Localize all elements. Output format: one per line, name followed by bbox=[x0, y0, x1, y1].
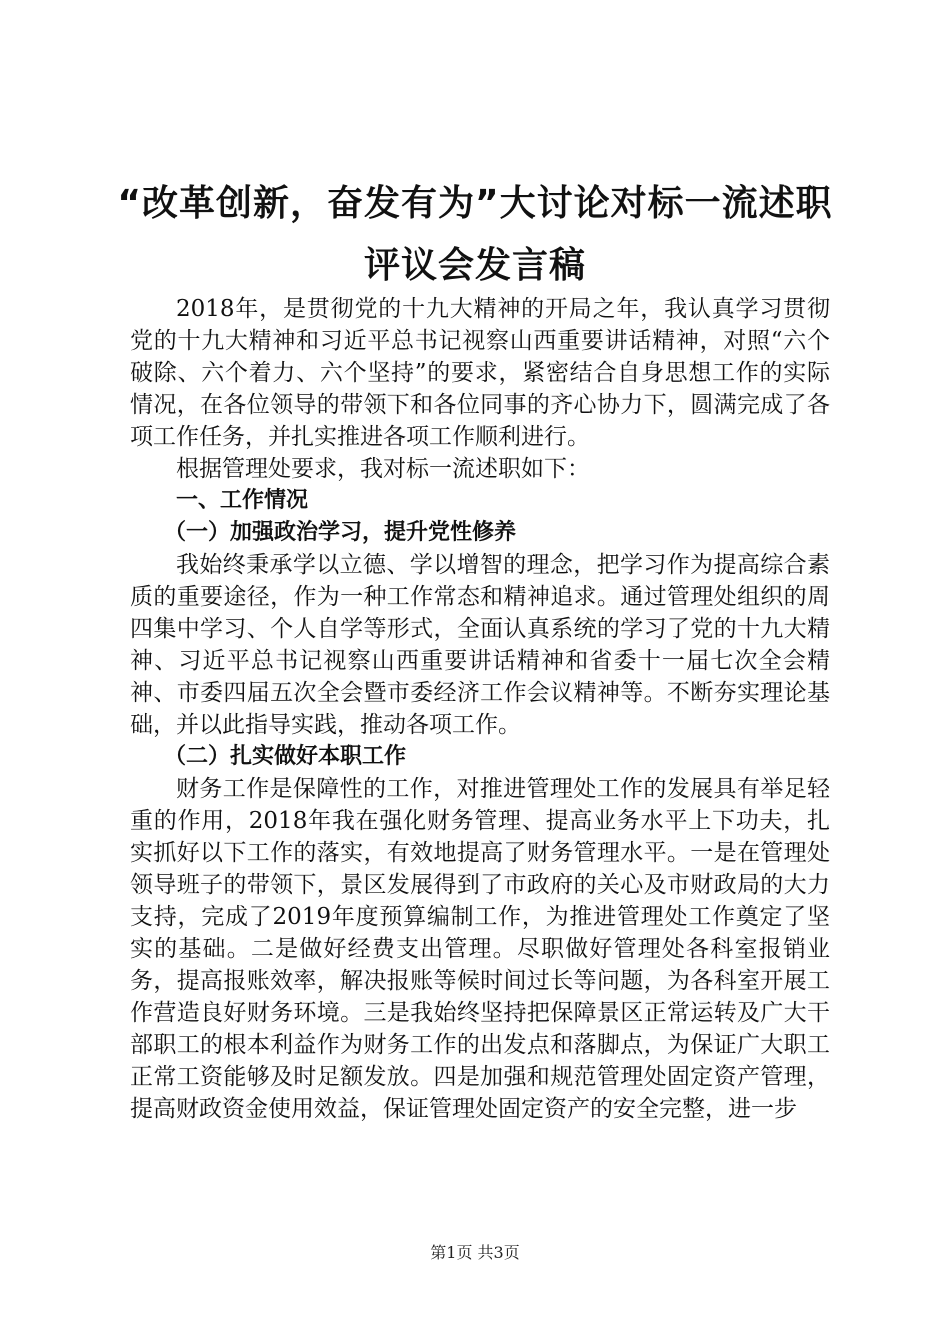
job-duties-paragraph: 财务工作是保障性的工作，对推进管理处工作的发展具有举足轻重的作用，2018年我在强化财务管理、提高业务水平上下功夫，扎实抓好以下工作的落实，有效地提高了财务管理水平。一是在管理处领导班子的带领下，景区发展得到了市政府的关心及市财政局的大力支持，完成了2019年度预算编制工作，为推进管理处工作奠定了坚实的基础。二是做好经费支出管理。尽职做好管理处各科室报销业务，提高报账效率，解决报账等候时间过长等问题，为各科室开展工作营造良好财务环境。三是我始终坚持把保障景区正常运转及广大干部职工的根本利益作为财务工作的出发点和落脚点，为保证广大职工正常工资能够及时足额发放。四是加强和规范管理处固定资产管理，提高财政资金使用效益，保证管理处固定资产的安全完整，进一步 bbox=[130, 776, 830, 1122]
subsection-heading-political-study: （一）加强政治学习，提升党性修养 bbox=[164, 520, 517, 545]
page-footer: 第1页 共3页 bbox=[430, 1243, 520, 1262]
document-title-line-2: 评议会发言稿 bbox=[363, 245, 586, 286]
document-body bbox=[130, 293, 830, 1125]
subsection-heading-job-duties: （二）扎实做好本职工作 bbox=[164, 744, 407, 769]
political-study-paragraph: 我始终秉承学以立德、学以增智的理念，把学习作为提高综合素质的重要途径，作为一种工作常态和精神追求。通过管理处组织的周四集中学习、个人自学等形式，全面认真系统的学习了党的十九大精神、习近平总书记视察山西重要讲话精神和省委十一届七次全会精神、市委四届五次全会暨市委经济工作会议精神等。不断夯实理论基础，并以此指导实践，推动各项工作。 bbox=[130, 552, 830, 738]
section-heading-work-status: 一、工作情况 bbox=[176, 488, 309, 513]
intro-paragraph: 2018年，是贯彻党的十九大精神的开局之年，我认真学习贯彻党的十九大精神和习近平总书记视察山西重要讲话精神，对照“六个破除、六个着力、六个坚持”的要求，紧密结合自身思想工作的实际情况，在各位领导的带领下和各位同事的齐心协力下，圆满完成了各项工作任务，并扎实推进各项工作顺利进行。 bbox=[130, 296, 830, 450]
document-title-line-1: “改革创新，奋发有为”大讨论对标一流述职 bbox=[117, 183, 833, 224]
lead-paragraph: 根据管理处要求，我对标一流述职如下： bbox=[176, 456, 590, 482]
